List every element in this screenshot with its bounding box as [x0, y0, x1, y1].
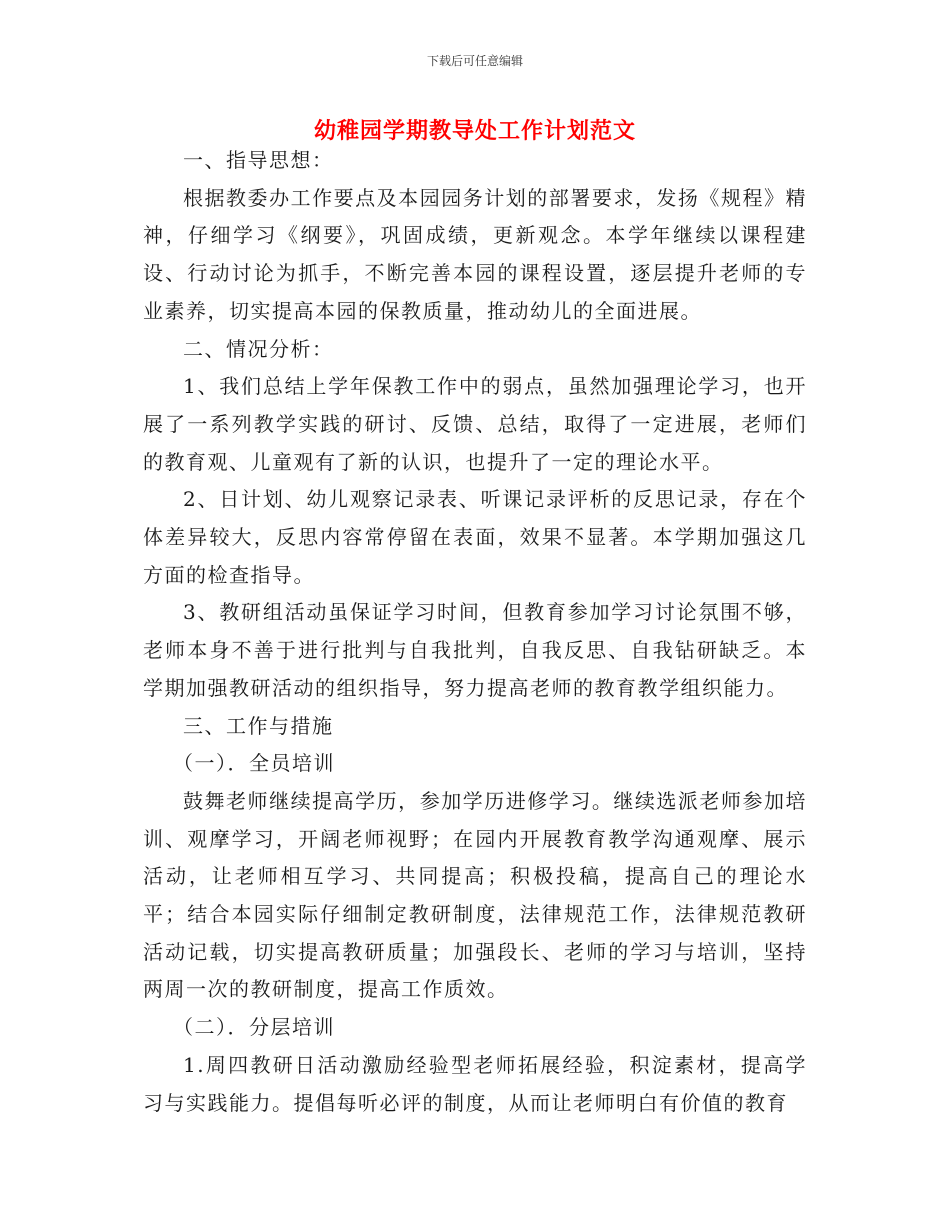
paragraph-guiding-thought: 根据教委办工作要点及本园园务计划的部署要求，发扬《规程》精神，仔细学习《纲要》，巩固成绩，更新观念。本学年继续以课程建设、行动讨论为抓手，不断完善本园的课程设置，逐层提升老师的专业素养，切实提高本园的保教质量，推动幼儿的全面进展。 [143, 185, 807, 323]
subheading-2: （二）．分层培训 [173, 1015, 335, 1040]
page-header-note: 下载后可任意编辑 [426, 54, 523, 68]
section-heading-2: 二、情况分析： [183, 336, 334, 361]
document-title: 幼稚园学期教导处工作计划范文 [313, 118, 636, 144]
paragraph-analysis-1: 1、我们总结上学年保教工作中的弱点，虽然加强理论学习，也开展了一系列教学实践的研讨、反馈、总结，取得了一定进展，老师们的教育观、儿童观有了新的认识，也提升了一定的理论水平。 [143, 374, 807, 474]
document-body [143, 142, 807, 1122]
section-heading-1: 一、指导思想： [183, 148, 334, 172]
section-heading-3: 三、工作与措施 [183, 713, 334, 738]
paragraph-analysis-2: 2、日计划、幼儿观察记录表、听课记录评析的反思记录，存在个体差异较大，反思内容常停留在表面，效果不显著。本学期加强这几方面的检查指导。 [143, 487, 807, 587]
paragraph-full-training: 鼓舞老师继续提高学历，参加学历进修学习。继续选派老师参加培训、观摩学习，开阔老师视野；在园内开展教育教学沟通观摩、展示活动，让老师相互学习、共同提高；积极投稿，提高自己的理论水平；结合本园实际仔细制定教研制度，法律规范工作，法律规范教研活动记载，切实提高教研质量；加强段长、老师的学习与培训，坚持两周一次的教研制度，提高工作质效。 [143, 788, 807, 1002]
subheading-1: （一）．全员培训 [173, 751, 335, 776]
paragraph-analysis-3: 3、教研组活动虽保证学习时间，但教育参加学习讨论氛围不够，老师本身不善于进行批判与自我批判，自我反思、自我钻研缺乏。本学期加强教研活动的组织指导，努力提高老师的教育教学组织能力。 [143, 600, 807, 700]
paragraph-layered-training: 1.周四教研日活动激励经验型老师拓展经验，积淀素材，提高学习与实践能力。提倡每听必评的制度，从而让老师明白有价值的教育 [143, 1052, 807, 1115]
